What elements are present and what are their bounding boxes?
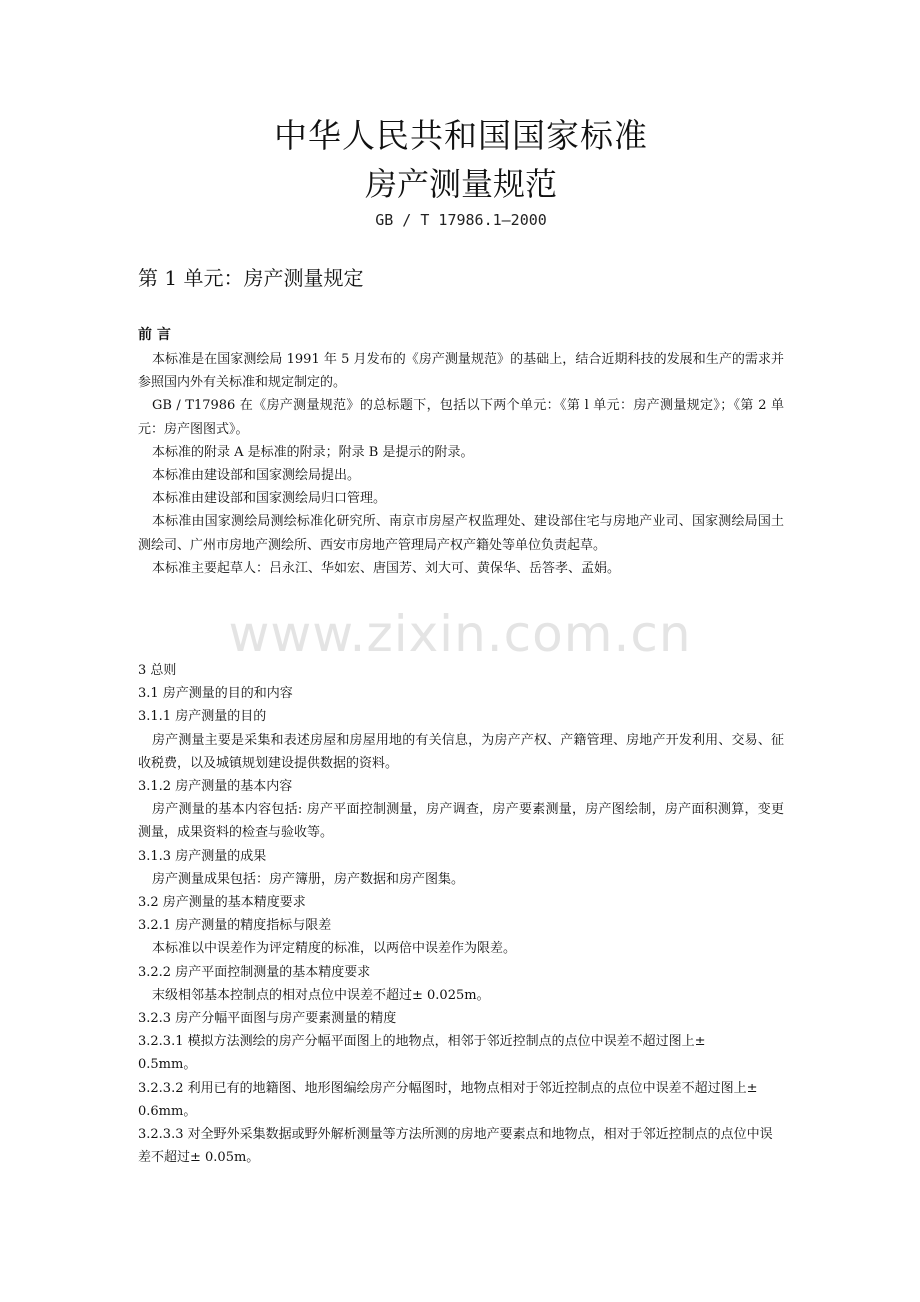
preface-body	[138, 348, 784, 580]
section-heading: 3.2 房产测量的基本精度要求	[138, 895, 306, 911]
section-paragraph: 房产测量主要是采集和表述房屋和房屋用地的有关信息，为房产产权、产籍管理、房地产开发利用、交易、征收税费，以及城镇规划建设提供数据的资料。	[138, 732, 784, 771]
section-heading: 3 总则	[138, 663, 177, 678]
section-heading: 3.1.1 房产测量的目的	[138, 709, 267, 725]
section-paragraph: 房产测量成果包括：房产簿册，房产数据和房产图集。	[152, 871, 465, 887]
preface-paragraph: 本标准由建设部和国家测绘局归口管理。	[152, 491, 387, 507]
section-paragraph: 房产测量的基本内容包括: 房产平面控制测量，房产调查，房产要素测量，房产图绘制，房产面积测算，变更测量，成果资料的检查与验收等。	[138, 802, 784, 841]
watermark-text: www.zixin.com.cn	[228, 605, 692, 663]
section-heading: 3.1.3 房产测量的成果	[138, 848, 267, 864]
general-provisions-body	[138, 659, 784, 1169]
preface-paragraph: GB / T17986 在《房产测量规范》的总标题下，包括以下两个单元：《第 l 单元：房产测量规定》；《第 2 单元：房产图图式》。	[138, 398, 784, 437]
section-paragraph: 末级相邻基本控制点的相对点位中误差不超过± 0.025m。	[152, 987, 490, 1003]
section-clause: 0.5mm。	[138, 1057, 197, 1073]
preface-paragraph: 本标准的附录 A 是标准的附录；附录 B 是提示的附录。	[152, 444, 474, 460]
preface-paragraph: 本标准主要起草人：吕永江、华如宏、唐国芳、刘大可、黄保华、岳答孝、孟娟。	[152, 560, 621, 576]
document-title: 中华人民共和国国家标准	[274, 116, 648, 155]
preface-heading: 前 言	[138, 327, 171, 343]
section-heading: 3.1 房产测量的目的和内容	[138, 686, 293, 702]
section-clause: 3.2.3.1 模拟方法测绘的房产分幅平面图上的地物点，相邻于邻近控制点的点位中误差不超过图上±	[138, 1034, 706, 1050]
section-heading: 3.1.2 房产测量的基本内容	[138, 779, 293, 795]
section-clause: 3.2.3.3 对全野外采集数据或野外解析测量等方法所测的房地产要素点和地物点，相对于邻近控制点的点位中误差不超过± 0.05m。	[138, 1127, 773, 1166]
section-paragraph: 本标准以中误差作为评定精度的标准，以两倍中误差作为限差。	[152, 941, 517, 957]
preface-paragraph: 本标准由国家测绘局测绘标准化研究所、南京市房屋产权监理处、建设部住宅与房地产业司、国家测绘局国土测绘司、广州市房地产测绘所、西安市房地产管理局产权产籍处等单位负责起草。	[138, 514, 784, 553]
standard-number: GB / T 17986.1—2000	[375, 211, 547, 229]
section-heading: 3.2.1 房产测量的精度指标与限差	[138, 918, 332, 934]
section-heading: 3.2.2 房产平面控制测量的基本精度要求	[138, 964, 371, 980]
document-subtitle: 房产测量规范	[364, 165, 557, 203]
preface-paragraph: 本标准是在国家测绘局 1991 年 5 月发布的《房产测量规范》的基础上，结合近期科技的发展和生产的需求并参照国内外有关标准和规定制定的。	[138, 352, 784, 391]
unit-title: 第 1 单元：房产测量规定	[138, 266, 364, 290]
section-clause: 3.2.3.2 利用已有的地籍图、地形图编绘房产分幅图时，地物点相对于邻近控制点的点位中误差不超过图上± 0.6mm。	[138, 1080, 758, 1119]
section-heading: 3.2.3 房产分幅平面图与房产要素测量的精度	[138, 1011, 397, 1027]
preface-paragraph: 本标准由建设部和国家测绘局提出。	[152, 468, 361, 484]
